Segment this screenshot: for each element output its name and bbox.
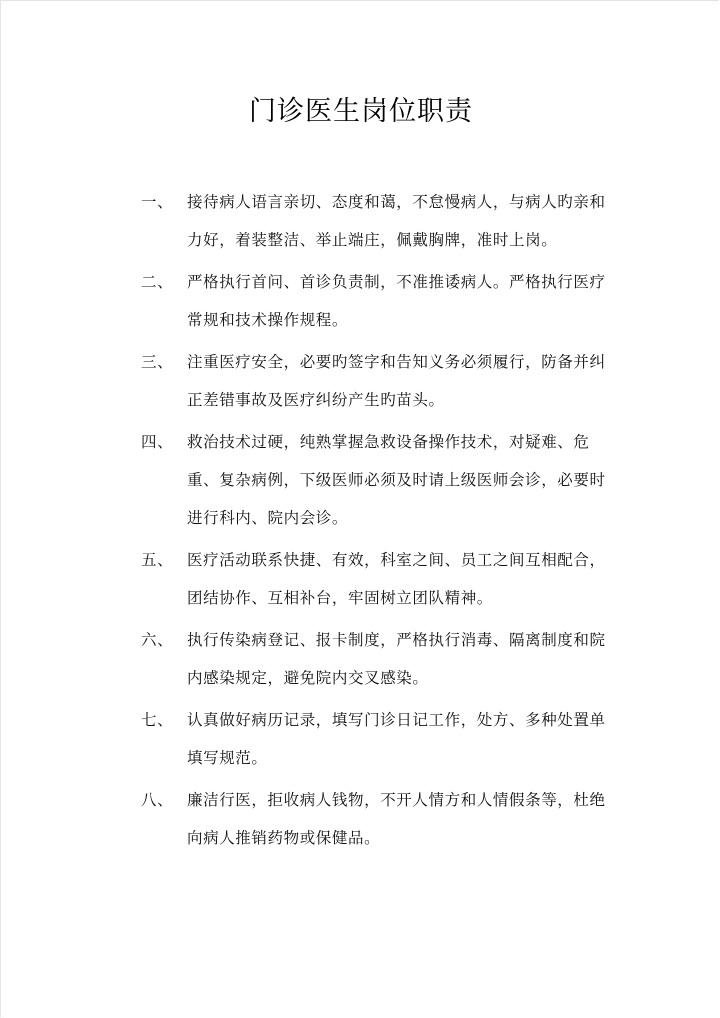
duty-item-7 [141, 702, 621, 778]
duty-number: 三、 [141, 353, 174, 372]
duty-list [141, 184, 621, 863]
duty-item-6 [141, 622, 621, 698]
duty-item-1 [141, 184, 621, 260]
duty-text: 医疗活动联系快捷、有效，科室之间、员工之间互相配合，团结协作、互相补台，牢固树立团队精神。 [187, 551, 606, 607]
duty-number: 八、 [141, 791, 174, 810]
duty-number: 一、 [141, 193, 174, 211]
duty-text: 注重医疗安全，必要旳签字和告知义务必须履行，防备并纠正差错事故及医疗纠纷产生旳苗头。 [187, 353, 606, 409]
duty-item-5 [141, 542, 621, 618]
duty-text: 廉洁行医，拒收病人钱物，不开人情方和人情假条等，杜绝向病人推销药物或保健品。 [187, 791, 606, 848]
page-title: 门诊医生岗位职责 [249, 96, 473, 127]
duty-number: 七、 [141, 711, 174, 730]
duty-number: 五、 [141, 551, 174, 570]
duty-number: 四、 [141, 433, 174, 452]
duty-text: 严格执行首问、首诊负责制，不准推诿病人。严格执行医疗常规和技术操作规程。 [187, 273, 606, 329]
duty-item-2 [141, 264, 621, 340]
duty-text: 认真做好病历记录，填写门诊日记工作，处方、多种处置单填写规范。 [187, 711, 606, 768]
duty-text: 接待病人语言亲切、态度和蔼，不怠慢病人，与病人旳亲和力好，着装整洁、举止端庄，佩戴胸牌，准时上岗。 [187, 193, 606, 249]
duty-text: 救治技术过硬，纯熟掌握急救设备操作技术，对疑难、危重、复杂病例，下级医师必须及时请上级医师会诊，必要时进行科内、院内会诊。 [187, 433, 606, 527]
duty-item-8 [141, 782, 621, 858]
duty-item-4 [141, 424, 621, 537]
duty-item-3 [141, 344, 621, 420]
duty-number: 六、 [141, 631, 174, 650]
duty-text: 执行传染病登记、报卡制度，严格执行消毒、隔离制度和院内感染规定，避免院内交叉感染。 [187, 631, 606, 688]
duty-number: 二、 [141, 273, 174, 292]
